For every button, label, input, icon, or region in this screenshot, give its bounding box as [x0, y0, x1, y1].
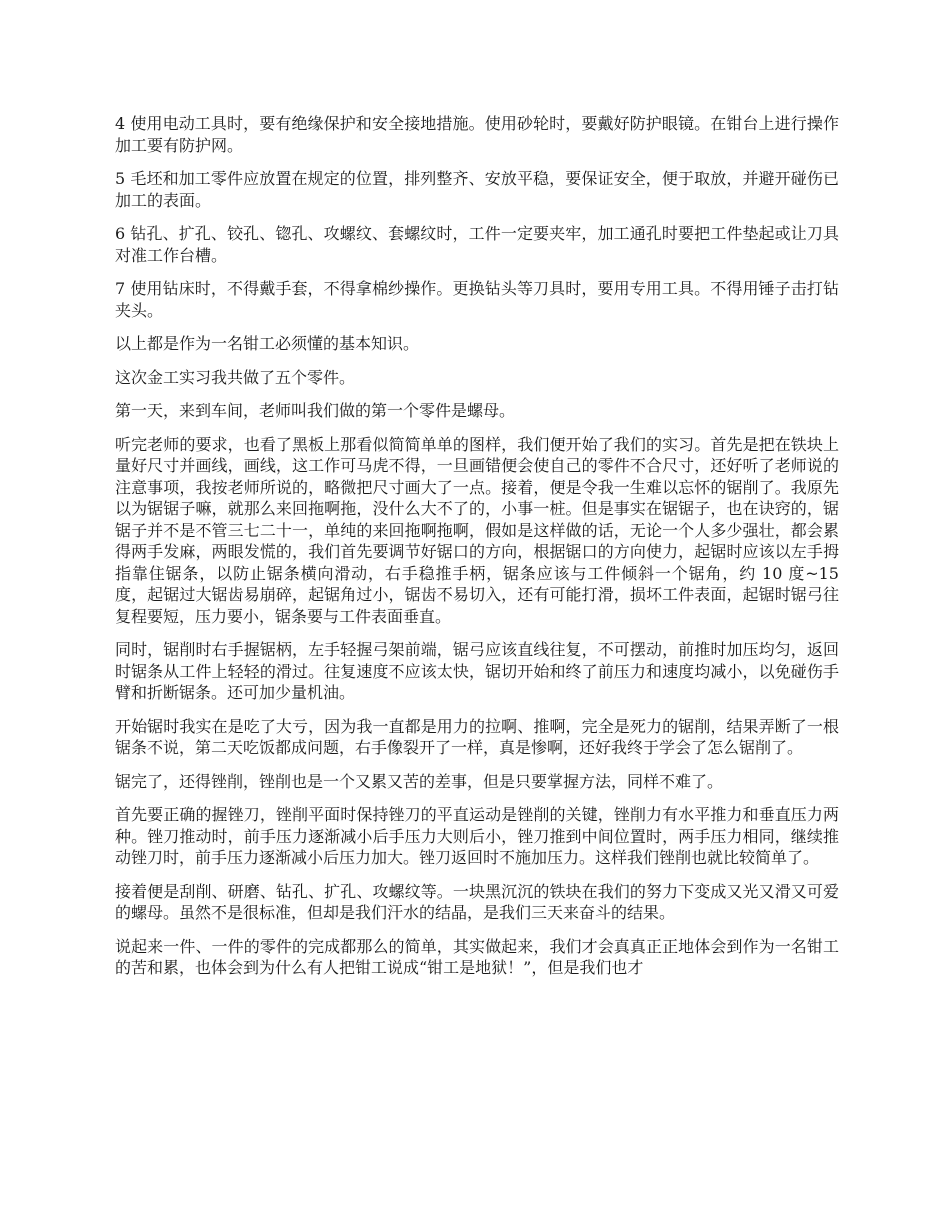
- paragraph-1: 4 使用电动工具时，要有绝缘保护和安全接地措施。使用砂轮时，要戴好防护眼镜。在钳台上进行操作加工要有防护网。: [115, 114, 839, 155]
- document-page: [115, 113, 839, 991]
- paragraph-12: 首先要正确的握锉刀，锉削平面时保持锉刀的平直运动是锉削的关键，锉削力有水平推力和垂直压力两种。锉刀推动时，前手压力逐渐减小后手压力大则后小，锉刀推到中间位置时，两手压力相同，继续推动锉刀时，前手压力逐渐减小后压力加大。锉刀返回时不施加压力。这样我们锉削也就比较简单了。: [115, 805, 839, 867]
- paragraph-9: 同时，锯削时右手握锯柄，左手轻握弓架前端，锯弓应该直线往复，不可摆动，前推时加压均匀，返回时锯条从工件上轻轻的滑过。往复速度不应该太快，锯切开始和终了前压力和速度均减小，以免碰伤手臂和折断锯条。还可加少量机油。: [115, 640, 839, 702]
- paragraph-5: 以上都是作为一名钳工必须懂的基本知识。: [115, 334, 420, 353]
- paragraph-10: 开始锯时我实在是吃了大亏，因为我一直都是用力的拉啊、推啊，完全是死力的锯削，结果弄断了一根锯条不说，第二天吃饭都成问题，右手像裂开了一样，真是惨啊，还好我终于学会了怎么锯削了。: [115, 716, 839, 757]
- paragraph-3: 6 钻孔、扩孔、铰孔、锪孔、攻螺纹、套螺纹时，工件一定要夹牢，加工通孔时要把工件垫起或让刀具对准工作台槽。: [115, 224, 839, 265]
- paragraph-11: 锯完了，还得锉削，锉削也是一个又累又苦的差事，但是只要掌握方法，同样不难了。: [115, 771, 724, 791]
- paragraph-14: 说起来一件、一件的零件的完成都那么的简单，其实做起来，我们才会真真正正地体会到作为一名钳工的苦和累，也体会到为什么有人把钳工说成“钳工是地狱！”，但是我们也才: [115, 936, 839, 977]
- paragraph-8: 听完老师的要求，也看了黑板上那看似简简单单的图样，我们便开始了我们的实习。首先是把在铁块上量好尺寸并画线，画线，这工作可马虎不得，一旦画错便会使自己的零件不合尺寸，还好听了老师说的注意事项，我按老师所说的，略微把尺寸画大了一点。接着，便是令我一生难以忘怀的锯削了。我原先以为锯锯子嘛，就那么来回拖啊拖，没什么大不了的，小事一桩。但是事实在锯锯子，也在诀窍的，锯锯子并不是不管三七二十一，单纯的来回拖啊拖啊，假如是这样做的话，无论一个人多少强壮，都会累得两手发麻，两眼发慌的，我们首先要调节好锯口的方向，根据锯口的方向使力，起锯时应该以左手拇指靠住锯条，以防止锯条横向滑动，右手稳推手柄，锯条应该与工件倾斜一个锯角，约 10 度~15 度，起锯过大锯齿易崩碎，起锯角过小，锯齿不易切入，还有可能打滑，损坏工件表面，起锯时锯弓往复程要短，压力要小，锯条要与工件表面垂直。: [115, 434, 839, 626]
- paragraph-6: 这次金工实习我共做了五个零件。: [115, 367, 356, 387]
- paragraph-13: 接着便是刮削、研磨、钻孔、扩孔、攻螺纹等。一块黑沉沉的铁块在我们的努力下变成又光又滑又可爱的螺母。虽然不是很标准，但却是我们汗水的结晶，是我们三天来奋斗的结果。: [115, 881, 839, 922]
- paragraph-2: 5 毛坯和加工零件应放置在规定的位置，排列整齐、安放平稳，要保证安全，便于取放，并避开碰伤已加工的表面。: [115, 169, 839, 210]
- paragraph-7: 第一天，来到车间，老师叫我们做的第一个零件是螺母。: [115, 401, 516, 420]
- paragraph-4: 7 使用钻床时，不得戴手套，不得拿棉纱操作。更换钻头等刀具时，要用专用工具。不得用锤子击打钻夹头。: [115, 279, 839, 320]
